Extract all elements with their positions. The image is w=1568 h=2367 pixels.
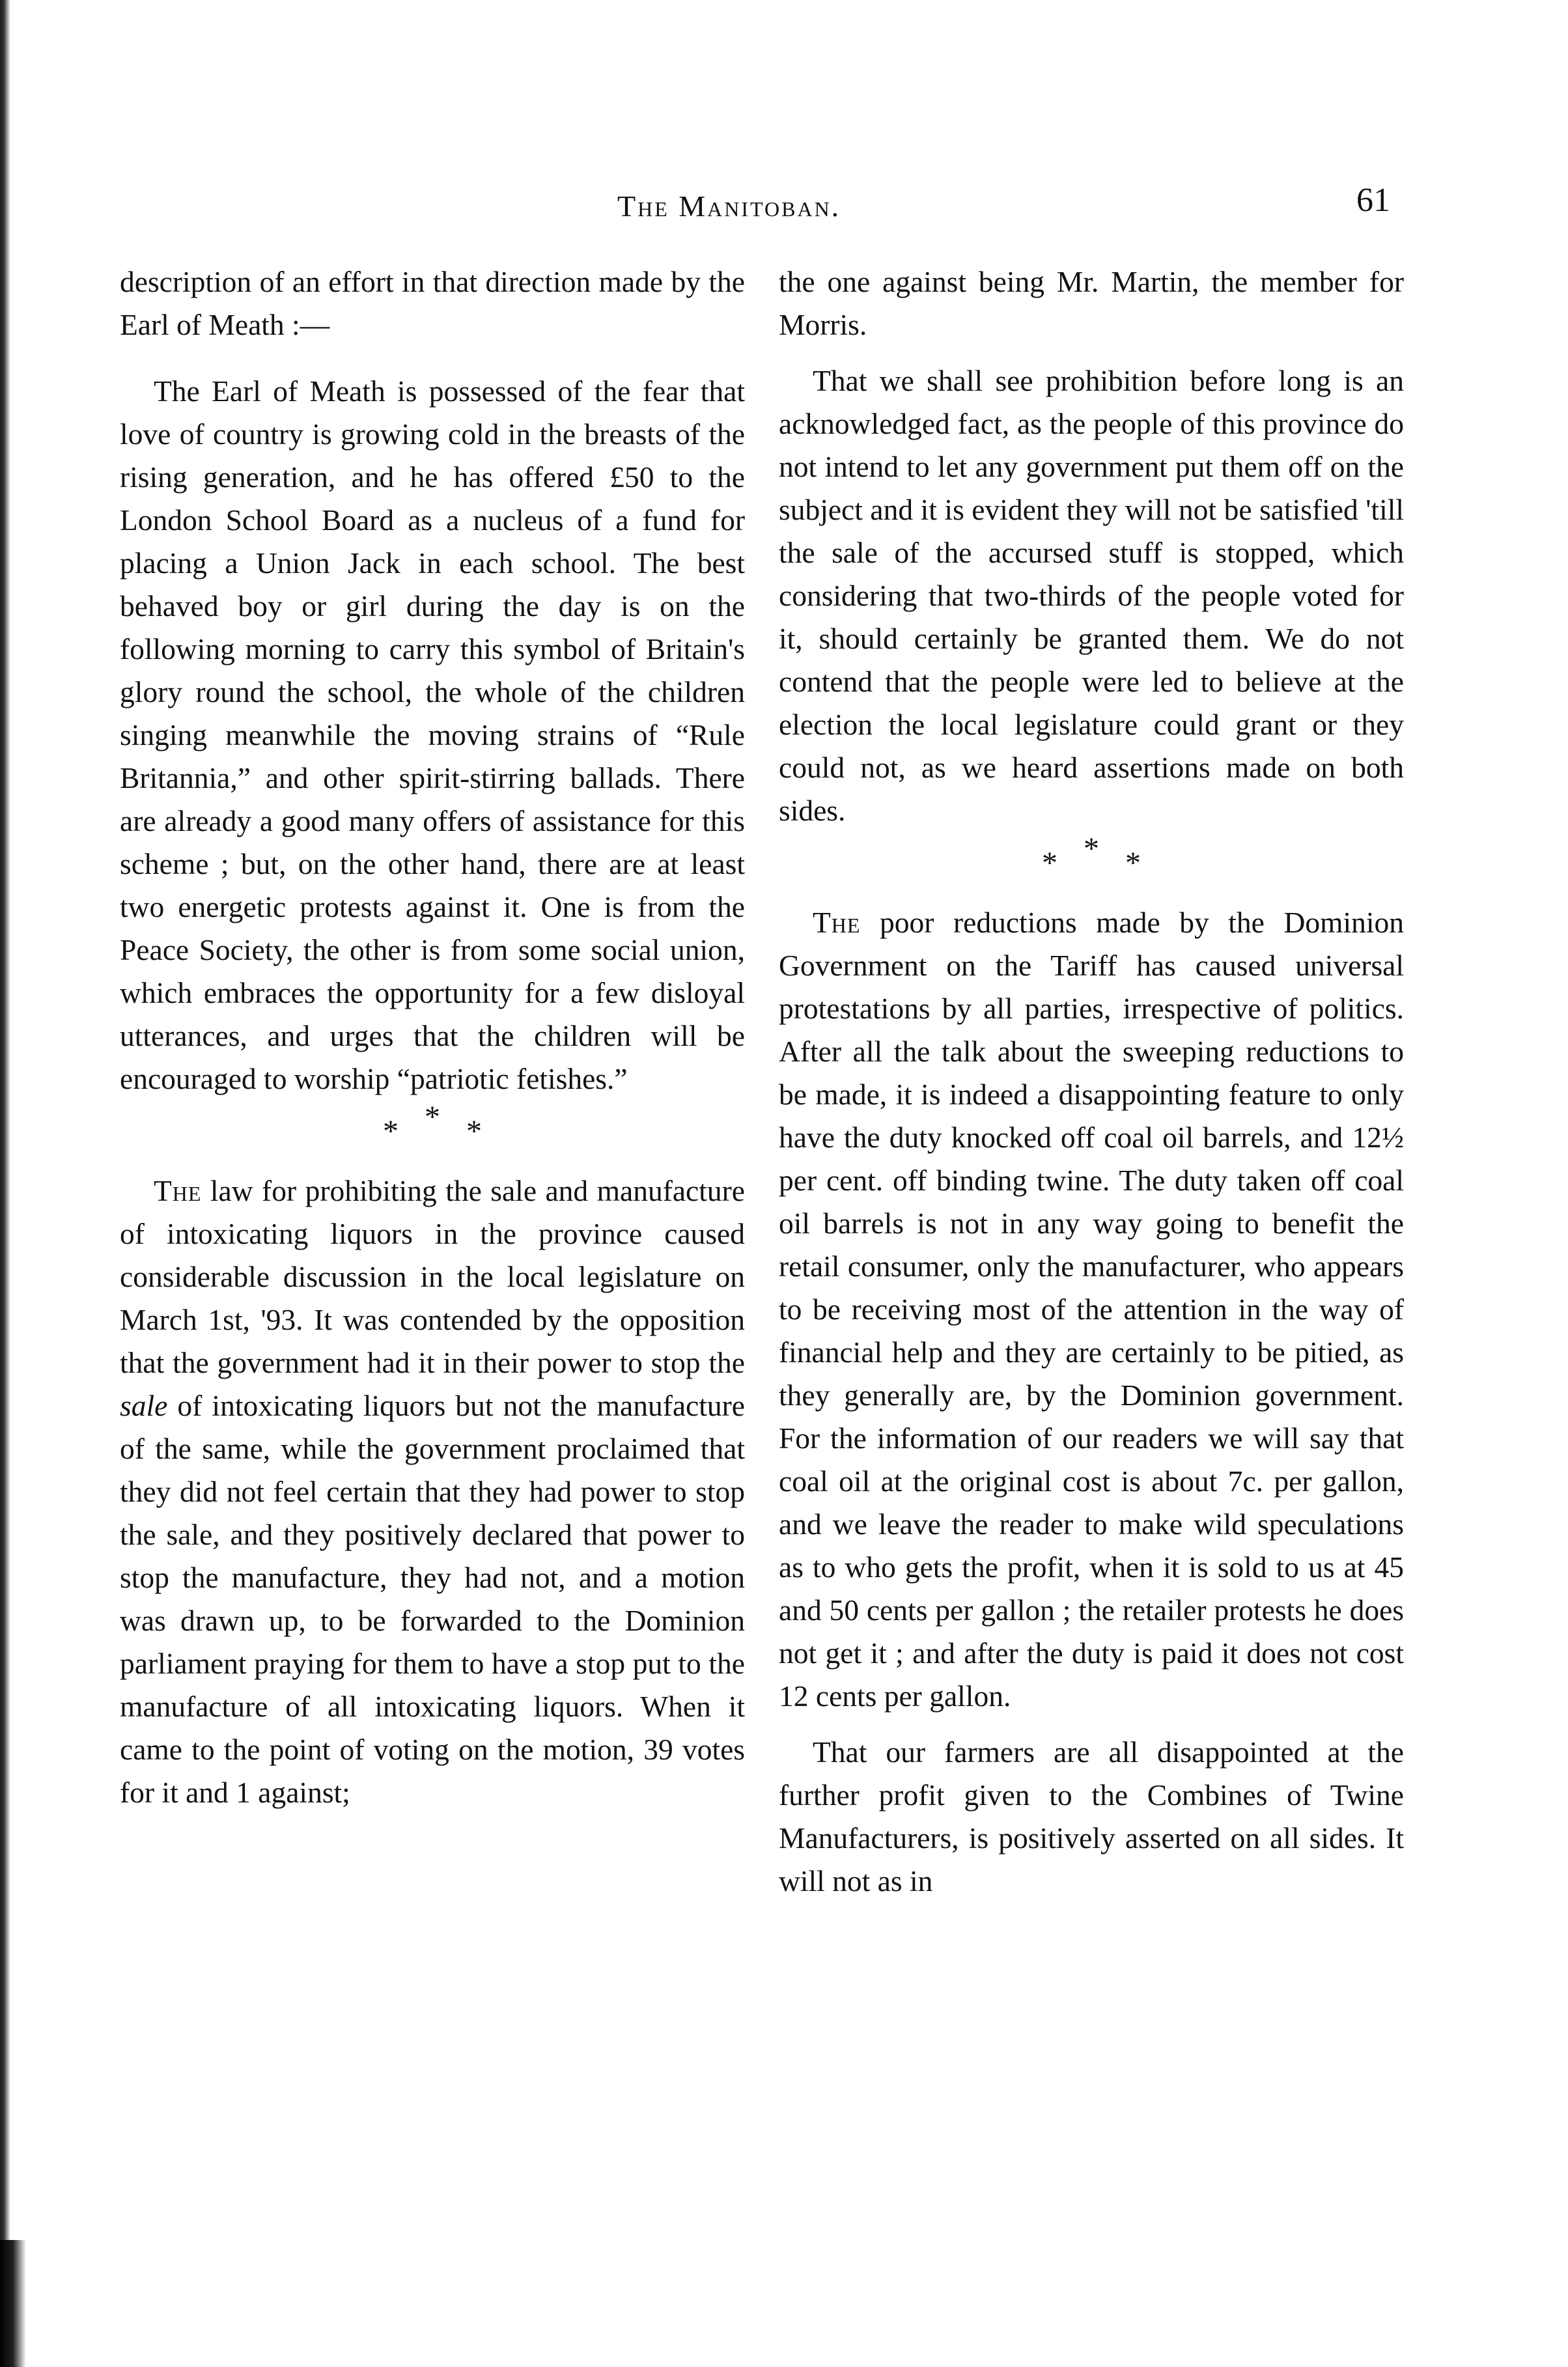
separator-star: * bbox=[1125, 846, 1167, 880]
italic-word: sale bbox=[120, 1389, 168, 1422]
paragraph-text: law for prohibiting the sale and manufacture of intoxicating liquors in the province caused considerable discussion in the local legislature on March 1st, '93. It was contended by the opposition that the government had it in their power to stop the bbox=[120, 1174, 745, 1379]
separator-star: * bbox=[425, 1100, 466, 1134]
left-column bbox=[120, 260, 745, 1827]
page-header bbox=[0, 182, 1568, 241]
scan-edge-shadow bbox=[0, 2240, 26, 2367]
right-paragraph-continuation: the one against being Mr. Martin, the member for Morris. bbox=[779, 265, 1404, 341]
left-section-separator bbox=[120, 1100, 745, 1150]
right-section-separator bbox=[779, 832, 1404, 882]
lead-word: The bbox=[154, 1174, 202, 1207]
paragraph-text: of intoxicating liquors but not the manufacture of the same, while the government proclaimed that they did not feel certain that they had power to stop the sale, and they positively declared that power to stop the manufacture, they had not, and a motion was drawn up, to be forwarded to the Dominion parliament praying for them to have a stop put to the manufacture of all intoxicating liquors. When it came to the point of voting on the motion, 39 votes for it and 1 against; bbox=[120, 1389, 745, 1809]
separator-star: * bbox=[1084, 832, 1125, 866]
page-number: 61 bbox=[1356, 182, 1390, 219]
lead-word: The bbox=[813, 906, 861, 939]
right-column bbox=[779, 260, 1404, 1916]
separator-star: * bbox=[466, 1114, 508, 1149]
separator-star: * bbox=[1042, 846, 1084, 880]
right-paragraph-farmers: That our farmers are all disappointed at the further profit given to the Combines of Twine Manufacturers, is positively asserted on all sides. It will not as in bbox=[779, 1735, 1404, 1898]
running-title: The Manitoban. bbox=[617, 189, 841, 223]
scan-edge bbox=[0, 0, 10, 2367]
right-paragraph-prohibition: That we shall see prohibition before long is an acknowledged fact, as the people of this province do not intend to let any government put them off on the subject and it is evident they will not be satisfied 'till the sale of the accursed stuff is stopped, which considering that two-thirds of the people voted for it, should certainly be granted them. We do not contend that the people were led to believe at the election the local legislature could grant or they could not, as we heard assertions made on both sides. bbox=[779, 364, 1404, 827]
separator-star: * bbox=[383, 1114, 425, 1149]
right-paragraph-tariff bbox=[779, 901, 1404, 1718]
left-paragraph-earl-of-meath: The Earl of Meath is possessed of the fear that love of country is growing cold in the breasts of the rising generation, and he has offered £50 to the London School Board as a nucleus of a fund for placing a Union Jack in each school. The best behaved boy or girl during the day is on the following morning to carry this symbol of Britain's glory round the school, the whole of the children singing meanwhile the moving strains of “Rule Britannia,” and other spirit-stirring ballads. There are already a good many offers of assistance for this scheme ; but, on the other hand, there are at least two energetic protests against it. One is from the Peace Society, the other is from some social union, which embraces the opportunity for a few disloyal utterances, and urges that the children will be encouraged to worship “patriotic fetishes.” bbox=[120, 374, 745, 1095]
left-paragraph-prohibition-law bbox=[120, 1169, 745, 1814]
paragraph-text: poor reductions made by the Dominion Government on the Tariff has caused universal protestations by all parties, irrespective of politics. After all the talk about the sweeping reductions to be made, it is indeed a disappointing feature to only have the duty knocked off coal oil barrels, and 12½ per cent. off binding twine. The duty taken off coal oil barrels is not in any way going to benefit the retail consumer, only the manufacturer, who appears to be receiving most of the attention in the way of financial help and they are certainly to be pitied, as they generally are, by the Dominion government. For the information of our readers we will say that coal oil at the original cost is about 7c. per gallon, and we leave the reader to make wild speculations as to who gets the profit, when it is sold to us at 45 and 50 cents per gallon ; the retailer protests he does not get it ; and after the duty is paid it does not cost 12 cents per gallon. bbox=[779, 906, 1404, 1713]
left-paragraph-continuation: description of an effort in that direction made by the Earl of Meath :— bbox=[120, 265, 745, 341]
